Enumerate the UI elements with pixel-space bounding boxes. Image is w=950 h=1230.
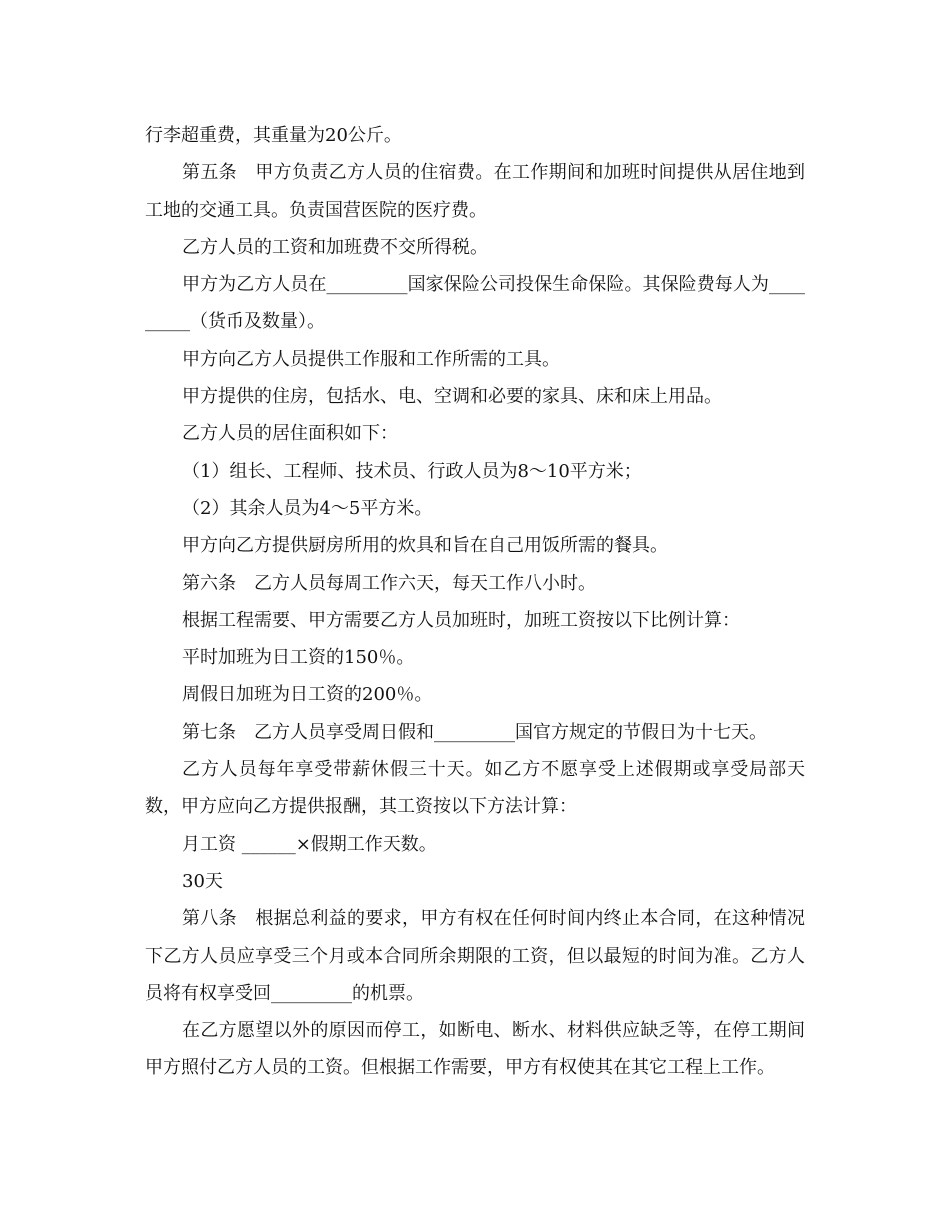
paragraph-living-area: 乙方人员的居住面积如下：: [182, 423, 398, 445]
paragraph-wage-formula: 月工资 ______×假期工作天数。: [182, 833, 437, 855]
paragraph-paid-leave: 乙方人员每年享受带薪休假三十天。如乙方不愿享受上述假期或享受局部天数，甲方应向乙方提供报酬，其工资按以下方法计算：: [145, 759, 805, 818]
paragraph-overtime-holiday: 周假日加班为日工资的200％。: [182, 684, 433, 706]
paragraph-article-6: 第六条 乙方人员每周工作六天，每天工作八小时。: [182, 572, 596, 594]
paragraph-tax-exemption: 乙方人员的工资和加班费不交所得税。: [182, 236, 488, 258]
document-body: [145, 117, 805, 1087]
paragraph-article-8: 第八条 根据总利益的要求，甲方有权在任何时间内终止本合同，在这种情况下乙方人员应享受三个月或本合同所余期限的工资，但以最短的时间为准。乙方人员将有权享受回_________的机票。: [145, 908, 805, 1004]
paragraph-life-insurance: 甲方为乙方人员在_________国家保险公司投保生命保险。其保险费每人为_________（货币及数量）。: [145, 274, 805, 333]
paragraph-work-stoppage: 在乙方愿望以外的原因而停工，如断电、断水、材料供应缺乏等，在停工期间甲方照付乙方人员的工资。但根据工作需要，甲方有权使其在其它工程上工作。: [145, 1020, 805, 1079]
paragraph-kitchenware: 甲方向乙方提供厨房所用的炊具和旨在自己用饭所需的餐具。: [182, 535, 668, 557]
paragraph-luggage-weight: 行李超重费，其重量为20公斤。: [145, 125, 402, 146]
paragraph-wage-denominator: 30天: [182, 870, 223, 892]
paragraph-living-area-item-2: （2）其余人员为4～5平方米。: [182, 497, 433, 519]
paragraph-article-7: 第七条 乙方人员享受周日假和_________国官方规定的节假日为十七天。: [182, 721, 767, 743]
paragraph-living-area-item-1: （1）组长、工程师、技术员、行政人员为8～10平方米；: [182, 460, 642, 482]
paragraph-article-5: 第五条 甲方负责乙方人员的住宿费。在工作期间和加班时间提供从居住地到工地的交通工具。负责国营医院的医疗费。: [145, 162, 805, 221]
paragraph-housing: 甲方提供的住房，包括水、电、空调和必要的家具、床和床上用品。: [182, 386, 722, 408]
paragraph-work-clothes: 甲方向乙方人员提供工作服和工作所需的工具。: [182, 348, 560, 370]
paragraph-overtime-rule: 根据工程需要、甲方需要乙方人员加班时，加班工资按以下比例计算：: [182, 609, 740, 631]
paragraph-overtime-weekday: 平时加班为日工资的150％。: [182, 647, 415, 669]
